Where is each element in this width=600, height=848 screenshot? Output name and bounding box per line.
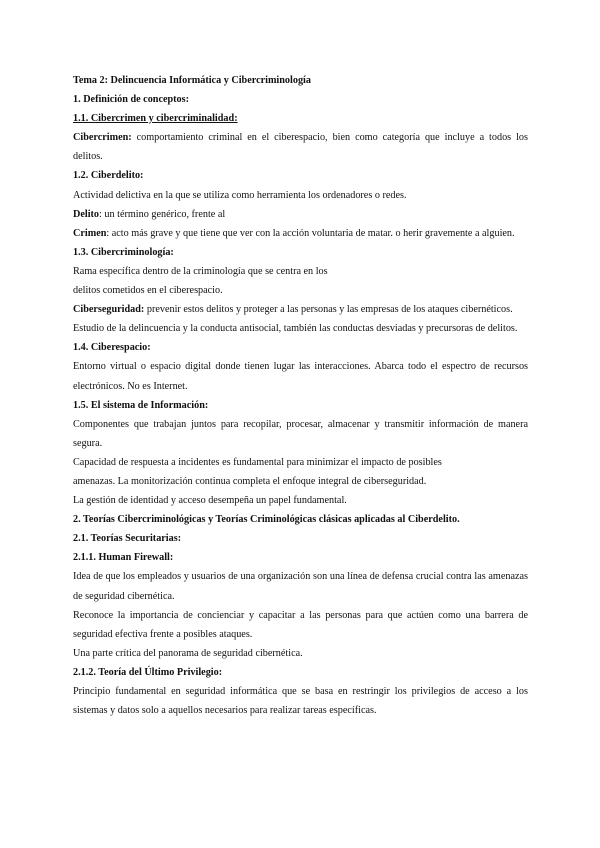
term: Delito bbox=[73, 208, 100, 220]
subsection-heading: 1.4. Ciberespacio: bbox=[73, 342, 151, 354]
subsection-heading: 1.5. El sistema de Información: bbox=[73, 399, 209, 411]
paragraph: Una parte crítica del panorama de seguridad cibernética. bbox=[73, 647, 303, 659]
subsection-heading: 2.1. Teorías Securitarias: bbox=[73, 533, 182, 545]
paragraph: Entorno virtual o espacio digital donde tienen lugar las interacciones. Abarca todo el espectro de recursos electrónicos. No es Internet. bbox=[73, 361, 528, 392]
paragraph: La gestión de identidad y acceso desempeña un papel fundamental. bbox=[73, 495, 347, 507]
paragraph: Componentes que trabajan juntos para recopilar, procesar, almacenar y transmitir información de manera segura. bbox=[73, 418, 528, 449]
paragraph-line: Capacidad de respuesta a incidentes es fundamental para minimizar el impacto de posibles bbox=[73, 456, 442, 468]
section-heading: 1. Definición de conceptos: bbox=[73, 94, 190, 106]
definition: prevenir estos delitos y proteger a las personas y las empresas de los ataques cibernéticos. bbox=[144, 304, 513, 316]
paragraph: Estudio de la delincuencia y la conducta antisocial, también las conductas desviadas y precursoras de delitos. bbox=[73, 323, 518, 335]
definition: : un término genérico, frente al bbox=[99, 208, 226, 220]
term: Cibercrimen: bbox=[73, 132, 132, 144]
subsubsection-heading: 2.1.2. Teoría del Último Privilegio: bbox=[73, 666, 223, 678]
definition: : acto más grave y que tiene que ver con la acción voluntaria de matar. o herir gravemente a alguien. bbox=[106, 227, 515, 239]
paragraph: Reconoce la importancia de concienciar y capacitar a las personas para que actúen como una barrera de seguridad efectiva frente a posibles ataques. bbox=[73, 609, 528, 640]
subsection-heading: 1.3. Cibercriminología: bbox=[73, 246, 174, 258]
paragraph-line: delitos cometidos en el ciberespacio. bbox=[73, 285, 223, 297]
paragraph: Actividad delictiva en la que se utiliza como herramienta los ordenadores o redes. bbox=[73, 189, 407, 201]
paragraph bbox=[73, 205, 528, 224]
subsection-heading: 1.1. Cibercrimen y cibercriminalidad: bbox=[73, 113, 238, 125]
paragraph: Idea de que los empleados y usuarios de una organización son una línea de defensa crucial contra las amenazas de seguridad cibernética. bbox=[73, 571, 528, 602]
term: Crimen bbox=[73, 227, 107, 239]
paragraph-line: Rama específica dentro de la criminología que se centra en los bbox=[73, 265, 328, 277]
paragraph-line: amenazas. La monitorización continua completa el enfoque integral de ciberseguridad. bbox=[73, 475, 427, 487]
paragraph bbox=[73, 224, 528, 243]
document-body bbox=[73, 71, 528, 720]
document-title: Tema 2: Delincuencia Informática y Cibercriminología bbox=[73, 75, 311, 86]
definition: comportamiento criminal en el ciberespacio, bien como categoría que incluye a todos los delitos. bbox=[73, 132, 528, 163]
paragraph bbox=[73, 300, 528, 319]
paragraph: Principio fundamental en seguridad informática que se basa en restringir los privilegios de acceso a los sistemas y datos solo a aquellos necesarios para realizar tareas específicas. bbox=[73, 686, 528, 717]
paragraph bbox=[73, 128, 528, 166]
subsubsection-heading: 2.1.1. Human Firewall: bbox=[73, 552, 174, 564]
subsection-heading: 1.2. Ciberdelito: bbox=[73, 170, 144, 182]
section-heading: 2. Teorías Cibercriminológicas y Teorías Criminológicas clásicas aplicadas al Ciberdelito. bbox=[73, 514, 460, 526]
term: Ciberseguridad: bbox=[73, 304, 145, 316]
